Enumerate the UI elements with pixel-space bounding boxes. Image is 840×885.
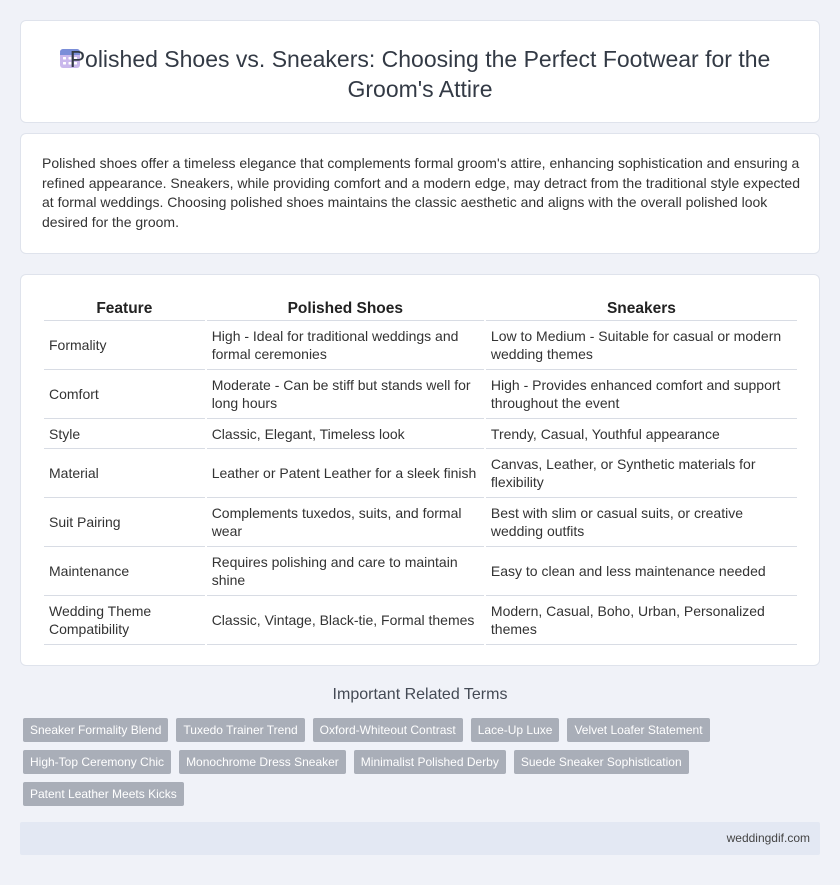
polished-cell: Classic, Vintage, Black-tie, Formal themes [207,596,484,645]
related-terms-list [23,718,723,806]
comparison-table [42,295,799,645]
intro-card [20,133,820,254]
sneakers-cell: Best with slim or casual suits, or creative wedding outfits [486,498,797,547]
feature-cell: Comfort [44,370,205,419]
table-row [44,321,797,370]
feature-cell: Material [44,449,205,498]
sneakers-cell: Modern, Casual, Boho, Urban, Personalized themes [486,596,797,645]
table-row [44,498,797,547]
table-row [44,449,797,498]
feature-cell: Formality [44,321,205,370]
footer-bar [20,822,820,855]
related-term-tag[interactable]: Patent Leather Meets Kicks [23,782,184,806]
polished-cell: Complements tuxedos, suits, and formal wear [207,498,484,547]
intro-paragraph: Polished shoes offer a timeless elegance that complements formal groom's attire, enhancing sophistication and ensuring a refined appearance. Sneakers, while providing comfort and a modern edge, may detract from the traditional style expected at formal weddings. Choosing polished shoes maintains the classic aesthetic and aligns with the overall polished look desired for the groom. [42,155,800,230]
related-term-tag[interactable]: High-Top Ceremony Chic [23,750,171,774]
polished-cell: High - Ideal for traditional weddings and formal ceremonies [207,321,484,370]
footer-site-link[interactable]: weddingdif.com [726,831,810,845]
related-term-tag[interactable]: Monochrome Dress Sneaker [179,750,346,774]
related-term-tag[interactable]: Velvet Loafer Statement [567,718,709,742]
sneakers-cell: Canvas, Leather, or Synthetic materials for flexibility [486,449,797,498]
feature-cell: Style [44,419,205,449]
header-sneakers: Sneakers [486,295,797,321]
related-term-tag[interactable]: Sneaker Formality Blend [23,718,168,742]
sneakers-cell: Low to Medium - Suitable for casual or modern wedding themes [486,321,797,370]
header-polished-shoes: Polished Shoes [207,295,484,321]
comparison-card [20,274,820,666]
sneakers-cell: Easy to clean and less maintenance needed [486,547,797,596]
header-feature: Feature [44,295,205,321]
table-row [44,370,797,419]
related-term-tag[interactable]: Minimalist Polished Derby [354,750,506,774]
feature-cell: Suit Pairing [44,498,205,547]
sneakers-cell: Trendy, Casual, Youthful appearance [486,419,797,449]
related-term-tag[interactable]: Suede Sneaker Sophistication [514,750,689,774]
title-card [20,20,820,123]
table-row [44,547,797,596]
polished-cell: Requires polishing and care to maintain shine [207,547,484,596]
related-term-tag[interactable]: Oxford-Whiteout Contrast [313,718,463,742]
table-header-row [44,295,797,321]
polished-cell: Moderate - Can be stiff but stands well for long hours [207,370,484,419]
feature-cell: Wedding Theme Compatibility [44,596,205,645]
related-term-tag[interactable]: Tuxedo Trainer Trend [176,718,304,742]
related-terms-heading: Important Related Terms [332,686,508,703]
sneakers-cell: High - Provides enhanced comfort and support throughout the event [486,370,797,419]
related-term-tag[interactable]: Lace-Up Luxe [471,718,560,742]
polished-cell: Leather or Patent Leather for a sleek finish [207,449,484,498]
feature-cell: Maintenance [44,547,205,596]
polished-cell: Classic, Elegant, Timeless look [207,419,484,449]
table-row [44,419,797,449]
table-row [44,596,797,645]
page-title: Polished Shoes vs. Sneakers: Choosing the Perfect Footwear for the Groom's Attire [69,46,771,102]
